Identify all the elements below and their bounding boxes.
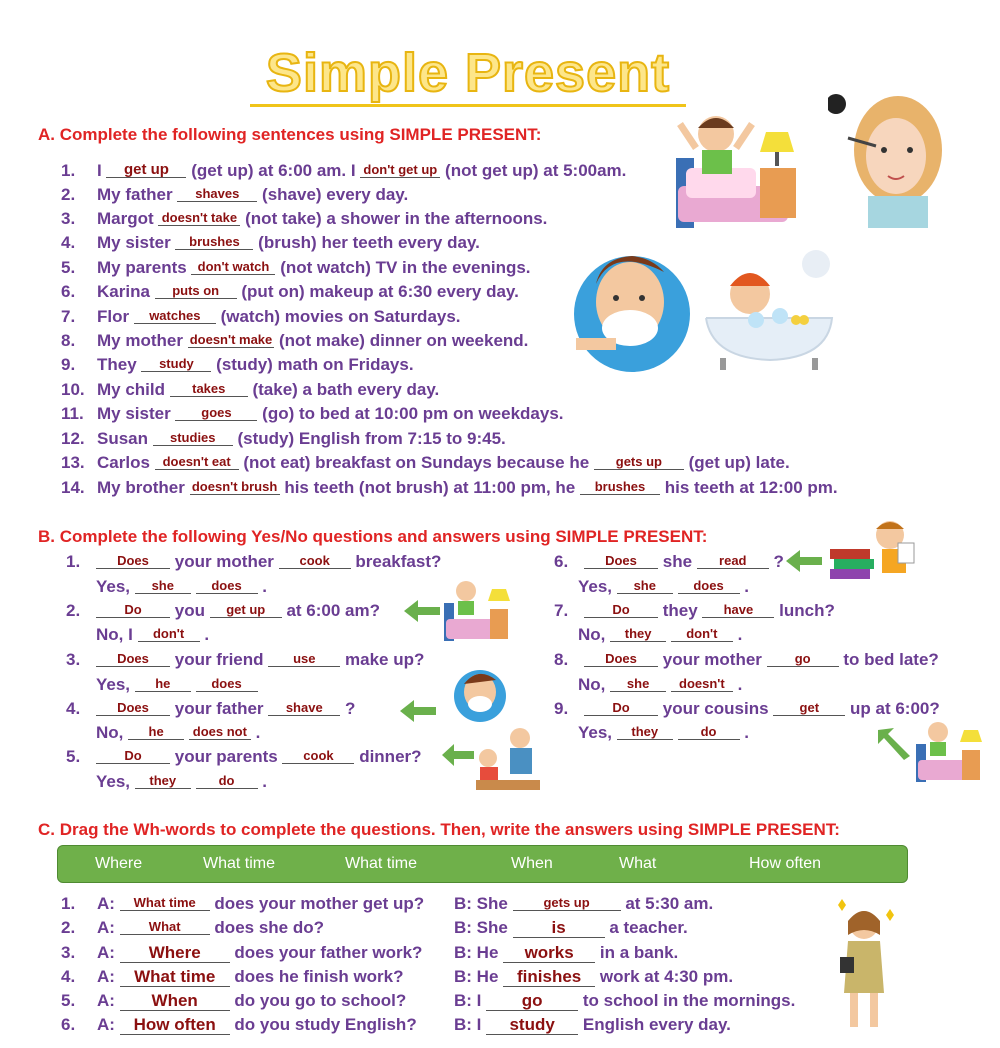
answer-verb-blank[interactable]: study — [486, 1016, 578, 1035]
question-end: ? — [345, 699, 356, 718]
item-number: 1. — [61, 894, 76, 913]
sentence-item — [61, 184, 408, 206]
answer-text: at 5:30 am. — [625, 894, 714, 913]
answer-lead: Yes, — [96, 577, 131, 596]
answer-end: . — [744, 577, 749, 596]
question-end: ? — [773, 552, 784, 571]
answer-blank[interactable]: get up — [106, 162, 186, 178]
question-subject: your parents — [174, 747, 278, 766]
question-end: up at 6:00? — [850, 699, 940, 718]
wh-word-drop-blank[interactable]: What time — [120, 895, 210, 911]
auxiliary-blank[interactable]: Does — [96, 553, 170, 569]
answer-lead: Yes, — [578, 723, 613, 742]
item-number: 3. — [61, 943, 76, 962]
verb-blank[interactable]: get — [773, 700, 845, 716]
sentence-start: Margot — [97, 209, 154, 228]
answer-line — [578, 576, 749, 598]
answer-line — [578, 624, 742, 646]
speaker-a-label: A: — [97, 918, 115, 937]
sentence-rest: (not watch) TV in the evenings. — [280, 258, 531, 277]
item-number: 5. — [61, 258, 76, 277]
wh-question-line — [61, 1014, 417, 1036]
woman-makeup-illustration — [828, 88, 948, 228]
sentence-item — [61, 160, 626, 182]
wh-word-tile[interactable]: How often — [749, 855, 822, 872]
subject-blank[interactable]: she — [617, 578, 673, 594]
question-subject: you — [174, 601, 205, 620]
auxiliary-blank[interactable]: Does — [584, 651, 658, 667]
sentence-start: I — [97, 161, 102, 180]
sentence-item — [61, 330, 528, 352]
sentence-rest: (get up) at 6:00 am. I — [191, 161, 356, 180]
subject-blank[interactable]: they — [610, 626, 666, 642]
man-shaving-small-illustration — [452, 664, 508, 724]
item-number: 4. — [66, 699, 81, 718]
question-end: breakfast? — [355, 552, 442, 571]
verb-blank[interactable]: shave — [268, 700, 340, 716]
verb-blank[interactable]: cook — [279, 553, 351, 569]
wh-question-line — [61, 966, 404, 988]
wh-answer-line — [454, 942, 678, 964]
sentence-rest: (take) a bath every day. — [252, 380, 440, 399]
sentence-rest: (go) to bed at 10:00 pm on weekdays. — [262, 404, 564, 423]
sentence-start: My child — [97, 380, 166, 399]
sentence-start: My sister — [97, 404, 171, 423]
item-number: 10. — [61, 380, 85, 399]
girl-reading-illustration — [826, 515, 926, 587]
item-number: 6. — [554, 552, 569, 571]
answer-end: . — [737, 675, 743, 694]
item-number: 14. — [61, 478, 85, 497]
wh-question-line — [61, 942, 422, 964]
item-number: 3. — [61, 209, 76, 228]
question-line — [554, 600, 835, 622]
answer-line — [96, 576, 267, 598]
answer-lead: No, I — [96, 625, 133, 644]
auxiliary-answer-blank[interactable]: do — [678, 724, 740, 740]
section-c-heading: C. Drag the Wh-words to complete the questions. Then, write the answers using SIMPLE PRESENT: — [38, 820, 840, 839]
speaker-b-label: B: I — [454, 1015, 482, 1034]
sentence-item — [61, 306, 461, 328]
question-end: at 6:00 am? — [286, 601, 380, 620]
answer-text: in a bank. — [599, 943, 679, 962]
auxiliary-blank[interactable]: Do — [96, 748, 170, 764]
sentence-start: My sister — [97, 233, 171, 252]
question-line — [554, 698, 940, 720]
teacher-woman-illustration — [828, 895, 900, 1035]
question-subject: your cousins — [662, 699, 769, 718]
wh-answer-line — [454, 1014, 731, 1036]
wh-word-tile[interactable]: What — [619, 855, 657, 872]
sentence-start: My mother — [97, 331, 183, 350]
auxiliary-answer-blank[interactable]: doesn't — [671, 676, 733, 692]
boy-waking-up-small-illustration-2 — [912, 716, 986, 786]
speaker-a-label: A: — [97, 894, 115, 913]
item-number: 6. — [61, 1015, 76, 1034]
item-number: 5. — [61, 991, 76, 1010]
section-b-heading: B. Complete the following Yes/No questions and answers using SIMPLE PRESENT: — [38, 527, 708, 546]
title-underline — [250, 104, 686, 107]
wh-question-line — [61, 917, 324, 939]
question-line — [66, 600, 380, 622]
auxiliary-blank[interactable]: Do — [584, 700, 658, 716]
item-number: 11. — [61, 404, 84, 423]
answer-lead: No, — [578, 675, 606, 694]
answer-end: . — [204, 625, 210, 644]
question-end: make up? — [345, 650, 425, 669]
auxiliary-answer-blank[interactable]: don't — [671, 626, 733, 642]
sentence-start: Susan — [97, 429, 149, 448]
arrow-left-icon — [402, 598, 442, 624]
answer-blank[interactable]: watches — [134, 308, 216, 324]
wh-word-drop-blank[interactable]: What time — [120, 968, 230, 987]
answer-blank[interactable]: gets up — [594, 454, 684, 470]
subject-blank[interactable]: she — [610, 676, 666, 692]
item-number: 1. — [66, 552, 81, 571]
wh-answer-line — [454, 893, 713, 915]
worksheet-title: Simple Present — [265, 43, 671, 103]
speaker-a-label: A: — [97, 943, 115, 962]
sentence-rest: (shave) every day. — [262, 185, 409, 204]
answer-lead: Yes, — [96, 675, 131, 694]
auxiliary-answer-blank[interactable]: does — [196, 676, 258, 692]
question-subject: your mother — [174, 552, 274, 571]
boy-waking-up-small-illustration — [440, 575, 512, 643]
auxiliary-answer-blank[interactable]: do — [196, 773, 258, 789]
item-number: 8. — [554, 650, 569, 669]
wh-word-bank — [57, 845, 908, 883]
wh-answer-line — [454, 990, 795, 1012]
sentence-item — [61, 452, 790, 474]
answer-lead: No, — [96, 723, 124, 742]
question-end: to bed late? — [843, 650, 939, 669]
sentence-rest: (watch) movies on Saturdays. — [220, 307, 461, 326]
verb-blank[interactable]: go — [767, 651, 839, 667]
answer-blank[interactable]: doesn't eat — [155, 454, 239, 470]
sentence-item — [61, 232, 480, 254]
answer-blank[interactable]: study — [141, 356, 211, 372]
verb-blank[interactable]: cook — [282, 748, 354, 764]
sentence-start: Karina — [97, 282, 150, 301]
item-number: 3. — [66, 650, 81, 669]
question-line — [66, 746, 422, 768]
auxiliary-answer-blank[interactable]: don't — [138, 626, 200, 642]
auxiliary-answer-blank[interactable]: does — [196, 578, 258, 594]
item-number: 7. — [554, 601, 569, 620]
item-number: 4. — [61, 233, 76, 252]
sentence-rest: (not take) a shower in the afternoons. — [245, 209, 548, 228]
sentence-rest: his teeth (not brush) at 11:00 pm, he — [284, 478, 576, 497]
answer-blank[interactable]: takes — [170, 381, 248, 397]
item-number: 6. — [61, 282, 76, 301]
auxiliary-answer-blank[interactable]: does not — [189, 724, 251, 740]
auxiliary-blank[interactable]: Does — [584, 553, 658, 569]
verb-blank[interactable]: get up — [210, 602, 282, 618]
boy-waking-up-illustration — [668, 108, 798, 232]
item-number: 2. — [66, 601, 81, 620]
answer-line — [578, 722, 749, 744]
arrow-left-icon — [440, 742, 476, 768]
question-line — [66, 551, 441, 573]
answer-text: English every day. — [582, 1015, 731, 1034]
question-text: do you go to school? — [234, 991, 407, 1010]
sentence-start: Flor — [97, 307, 130, 326]
item-number: 5. — [66, 747, 81, 766]
speaker-a-label: A: — [97, 991, 115, 1010]
sentence-start: My brother — [97, 478, 185, 497]
sentence-item — [61, 379, 439, 401]
arrow-left-icon — [784, 548, 824, 574]
answer-end: . — [262, 772, 267, 791]
wh-question-line — [61, 990, 406, 1012]
wh-word-drop-blank[interactable]: When — [120, 992, 230, 1011]
subject-blank[interactable]: they — [135, 773, 191, 789]
wh-word-drop-blank[interactable]: Where — [120, 944, 230, 963]
family-cooking-illustration — [470, 724, 544, 796]
sentence-item — [61, 477, 838, 499]
answer-blank[interactable]: puts on — [155, 283, 237, 299]
speaker-b-label: B: He — [454, 943, 499, 962]
answer-line — [96, 771, 267, 793]
baby-bath-illustration — [700, 246, 860, 374]
sentence-item — [61, 403, 564, 425]
verb-blank[interactable]: use — [268, 651, 340, 667]
wh-word-tile[interactable]: What time — [345, 855, 418, 872]
answer-end: . — [262, 577, 267, 596]
section-a-heading: A. Complete the following sentences using SIMPLE PRESENT: — [38, 125, 542, 144]
answer-blank[interactable]: doesn't make — [189, 332, 273, 347]
wh-question-line — [61, 893, 424, 915]
speaker-b-label: B: He — [454, 967, 499, 986]
answer-line — [96, 722, 260, 744]
question-line — [66, 698, 355, 720]
item-number: 2. — [61, 185, 76, 204]
auxiliary-answer-blank[interactable]: does — [678, 578, 740, 594]
wh-answer-line — [454, 917, 688, 939]
answer-end: . — [737, 625, 743, 644]
question-subject: they — [662, 601, 698, 620]
question-text: does she do? — [214, 918, 324, 937]
question-subject: your friend — [174, 650, 264, 669]
sentence-item — [61, 428, 506, 450]
sentence-start: They — [97, 355, 137, 374]
sentence-item — [61, 208, 547, 230]
wh-answer-line — [454, 966, 733, 988]
answer-text: to school in the mornings. — [582, 991, 796, 1010]
question-end: lunch? — [779, 601, 835, 620]
item-number: 8. — [61, 331, 76, 350]
answer-lead: Yes, — [96, 772, 131, 791]
question-end: dinner? — [359, 747, 422, 766]
sentence-end: his teeth at 12:00 pm. — [664, 478, 838, 497]
wh-word-tile[interactable]: Where — [95, 855, 143, 872]
question-subject: she — [662, 552, 693, 571]
item-number: 9. — [554, 699, 569, 718]
auxiliary-blank[interactable]: Does — [96, 651, 170, 667]
sentence-rest: (not eat) breakfast on Sundays because he — [243, 453, 590, 472]
sentence-start: My father — [97, 185, 173, 204]
sentence-rest: (put on) makeup at 6:30 every day. — [241, 282, 519, 301]
subject-blank[interactable]: she — [135, 578, 191, 594]
answer-verb-blank[interactable]: finishes — [503, 968, 595, 987]
answer-verb-blank[interactable]: go — [486, 992, 578, 1011]
subject-blank[interactable]: he — [128, 724, 184, 740]
item-number: 7. — [61, 307, 76, 326]
arrow-up-left-icon — [876, 726, 912, 760]
sentence-rest: (brush) her teeth every day. — [258, 233, 480, 252]
speaker-b-label: B: She — [454, 918, 508, 937]
sentence-end: (get up) late. — [688, 453, 790, 472]
wh-word-drop-blank[interactable]: What — [120, 919, 210, 935]
subject-blank[interactable]: they — [617, 724, 673, 740]
item-number: 9. — [61, 355, 76, 374]
answer-blank[interactable]: brushes — [580, 479, 660, 495]
sentence-item — [61, 354, 414, 376]
sentence-start: My parents — [97, 258, 187, 277]
answer-blank[interactable]: brushes — [175, 234, 253, 250]
question-text: do you study English? — [234, 1015, 417, 1034]
wh-word-tile[interactable]: What time — [203, 855, 276, 872]
speaker-b-label: B: I — [454, 991, 482, 1010]
item-number: 1. — [61, 161, 76, 180]
verb-blank[interactable]: have — [702, 602, 774, 618]
answer-blank[interactable]: don't watch — [191, 259, 275, 275]
item-number: 2. — [61, 918, 76, 937]
wh-word-drop-blank[interactable]: How often — [120, 1016, 230, 1035]
question-subject: your father — [174, 699, 264, 718]
question-text: does your mother get up? — [214, 894, 425, 913]
answer-line — [96, 624, 209, 646]
item-number: 4. — [61, 967, 76, 986]
question-line — [554, 551, 784, 573]
sentence-end: (not get up) at 5:00am. — [445, 161, 627, 180]
wh-word-tile[interactable]: When — [511, 855, 553, 872]
answer-verb-blank[interactable]: works — [503, 944, 595, 963]
sentence-rest: (not make) dinner on weekend. — [279, 331, 529, 350]
speaker-a-label: A: — [97, 1015, 115, 1034]
auxiliary-blank[interactable]: Do — [96, 602, 170, 618]
answer-end: . — [255, 723, 261, 742]
sentence-item — [61, 281, 519, 303]
answer-blank[interactable]: shaves — [177, 186, 257, 202]
item-number: 12. — [61, 429, 85, 448]
answer-blank[interactable]: goes — [175, 405, 257, 421]
answer-lead: Yes, — [578, 577, 613, 596]
answer-lead: No, — [578, 625, 606, 644]
subject-blank[interactable]: he — [135, 676, 191, 692]
answer-verb-blank[interactable]: is — [513, 919, 605, 938]
question-subject: your mother — [662, 650, 762, 669]
arrow-left-icon — [398, 698, 438, 724]
answer-line — [96, 674, 258, 696]
question-line — [554, 649, 939, 671]
answer-blank[interactable]: don't get up — [360, 162, 440, 178]
sentence-start: Carlos — [97, 453, 150, 472]
answer-verb-blank[interactable]: gets up — [513, 895, 621, 911]
answer-blank[interactable]: doesn't brush — [190, 479, 280, 495]
speaker-a-label: A: — [97, 967, 115, 986]
man-shaving-illustration — [572, 242, 692, 378]
speaker-b-label: B: She — [454, 894, 508, 913]
answer-line — [578, 674, 742, 696]
question-text: does he finish work? — [234, 967, 404, 986]
answer-blank[interactable]: doesn't take — [158, 210, 240, 226]
verb-blank[interactable]: read — [697, 553, 769, 569]
item-number: 13. — [61, 453, 85, 472]
answer-text: work at 4:30 pm. — [599, 967, 734, 986]
answer-blank[interactable]: studies — [153, 430, 233, 446]
sentence-item — [61, 257, 531, 279]
question-text: does your father work? — [234, 943, 423, 962]
answer-text: a teacher. — [609, 918, 688, 937]
auxiliary-blank[interactable]: Does — [96, 700, 170, 716]
question-line — [66, 649, 424, 671]
auxiliary-blank[interactable]: Do — [584, 602, 658, 618]
answer-end: . — [744, 723, 749, 742]
sentence-rest: (study) math on Fridays. — [216, 355, 414, 374]
sentence-rest: (study) English from 7:15 to 9:45. — [237, 429, 506, 448]
